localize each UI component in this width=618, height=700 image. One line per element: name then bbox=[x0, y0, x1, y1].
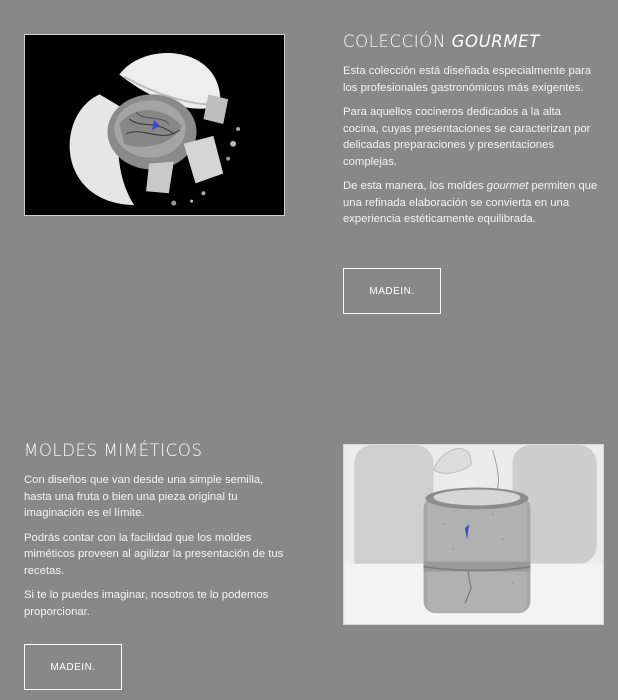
mimeticos-paragraph-1: Con diseños que van desde una simple semilla, hasta una fruta o bien una pieza original tu imaginación es el límite. bbox=[24, 474, 264, 519]
mimeticos-text-column bbox=[24, 439, 294, 628]
gourmet-paragraph-2: Para aquellos cocineros dedicados a la alta cocina, cuyas presentaciones se caracterizan por delicadas preparaciones y presentaciones complejas. bbox=[343, 106, 591, 168]
mimeticos-title: MOLDES MIMÉTICOS bbox=[24, 441, 203, 460]
mimeticos-paragraph-3: Si te lo puedes imaginar, nosotros te lo podemos proporcionar. bbox=[24, 589, 269, 618]
gourmet-text-column bbox=[343, 30, 598, 236]
gourmet-dessert-photo bbox=[24, 34, 285, 216]
mimeticos-madein-button[interactable]: MADEIN. bbox=[24, 644, 122, 690]
mimeticos-paragraph-2: Podrás contar con la facilidad que los moldes miméticos proveen al agilizar la presentación de tus recetas. bbox=[24, 531, 284, 577]
bamboo-dessert-illustration bbox=[344, 445, 603, 624]
gourmet-title: COLECCIÓN GOURMET bbox=[343, 32, 540, 51]
mimeticos-section bbox=[0, 400, 618, 700]
gourmet-paragraph-3: De esta manera, los moldes gourmet permiten que una refinada elaboración se convierta en una experiencia estéticamente equilibrada. bbox=[343, 180, 598, 225]
dessert-sphere-illustration bbox=[25, 35, 284, 215]
gourmet-paragraph-1: Esta colección está diseñada especialmente para los profesionales gastronómicos más exigentes. bbox=[343, 65, 592, 94]
gourmet-madein-button[interactable]: MADEIN. bbox=[343, 268, 441, 314]
mimeticos-dessert-photo bbox=[343, 444, 604, 625]
